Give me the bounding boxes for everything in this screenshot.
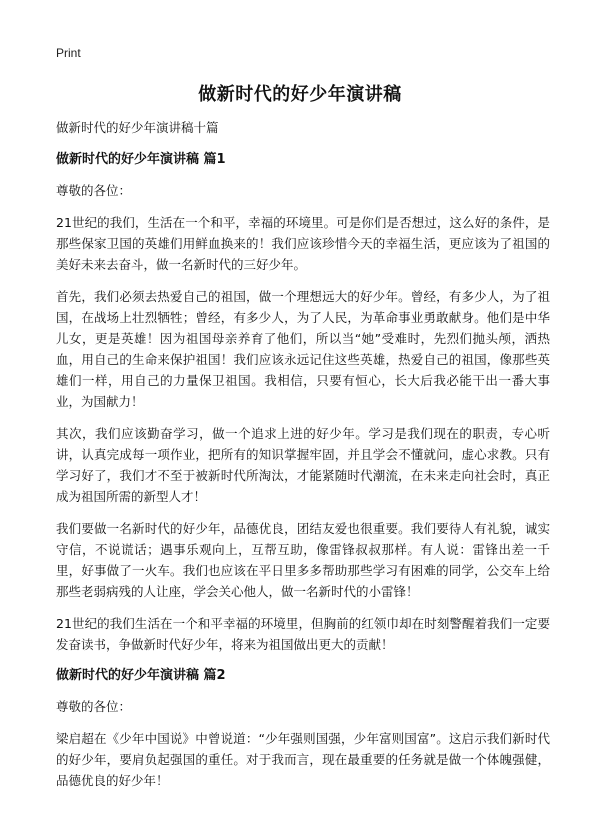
paragraph: 21世纪的我们生活在一个和平幸福的环境里，但胸前的红领巾却在时刻警醒着我们一定要发奋读书，争做新时代好少年，将来为祖国做出更大的贡献！ [56,616,550,652]
paragraph: 21世纪的我们，生活在一个和平，幸福的环境里。可是你们是否想过，这么好的条件，是那些保家卫国的英雄们用鲜血换来的！我们应该珍惜今天的幸福生活，更应该为了祖国的美好未来去奋斗，做一名新时代的三好少年。 [56,215,550,272]
paragraph: 梁启超在《少年中国说》中曾说道：“少年强则国强，少年富则国富”。这启示我们新时代的好少年，要肩负起强国的重任。对于我而言，现在最重要的任务就是做一个体魄强健，品德优良的好少年！ [56,731,550,788]
page-title: 做新时代的好少年演讲稿 [198,84,402,105]
paragraph: 我们要做一名新时代的好少年，品德优良，团结友爱也很重要。我们要待人有礼貌，诚实守信，不说谎话；遇事乐观向上，互帮互助，像雷锋叔叔那样。有人说：雷锋出差一千里，好事做了一火车。我们也应该在平日里多多帮助那些学习有困难的同学，公交车上给那些老弱病残的人让座，学会关心他人，做一名新时代的小雷锋！ [56,521,550,599]
document-subtitle: 做新时代的好少年演讲稿十篇 [56,120,219,135]
document-body [56,118,550,802]
paragraph: 其次，我们应该勤奋学习，做一个追求上进的好少年。学习是我们现在的职责，专心听讲，认真完成每一项作业，把所有的知识掌握牢固，并且学会不懂就问，虚心求教。只有学习好了，我们才不至于被新时代所淘汰，才能紧随时代潮流，在未来走向社会时，真正成为祖国所需的新型人才！ [56,426,550,504]
salutation: 尊敬的各位： [56,699,132,714]
salutation: 尊敬的各位： [56,183,132,198]
section-heading: 做新时代的好少年演讲稿 篇2 [56,668,226,683]
section-heading: 做新时代的好少年演讲稿 篇1 [56,152,226,167]
paragraph: 首先，我们必须去热爱自己的祖国，做一个理想远大的好少年。曾经，有多少人，为了祖国，在战场上壮烈牺牲；曾经，有多少人，为了人民，为革命事业勇敢献身。他们是中华儿女，更是英雄！因为祖国母亲养育了他们，所以当“她”受难时，先烈们抛头颅，洒热血，用自己的生命来保护祖国！我们应该永远记住这些英雄，热爱自己的祖国，像那些英雄们一样，用自己的力量保卫祖国。我相信，只要有恒心，长大后我必能干出一番大事业，为国献力！ [56,289,550,409]
print-link[interactable]: Print [56,46,81,60]
